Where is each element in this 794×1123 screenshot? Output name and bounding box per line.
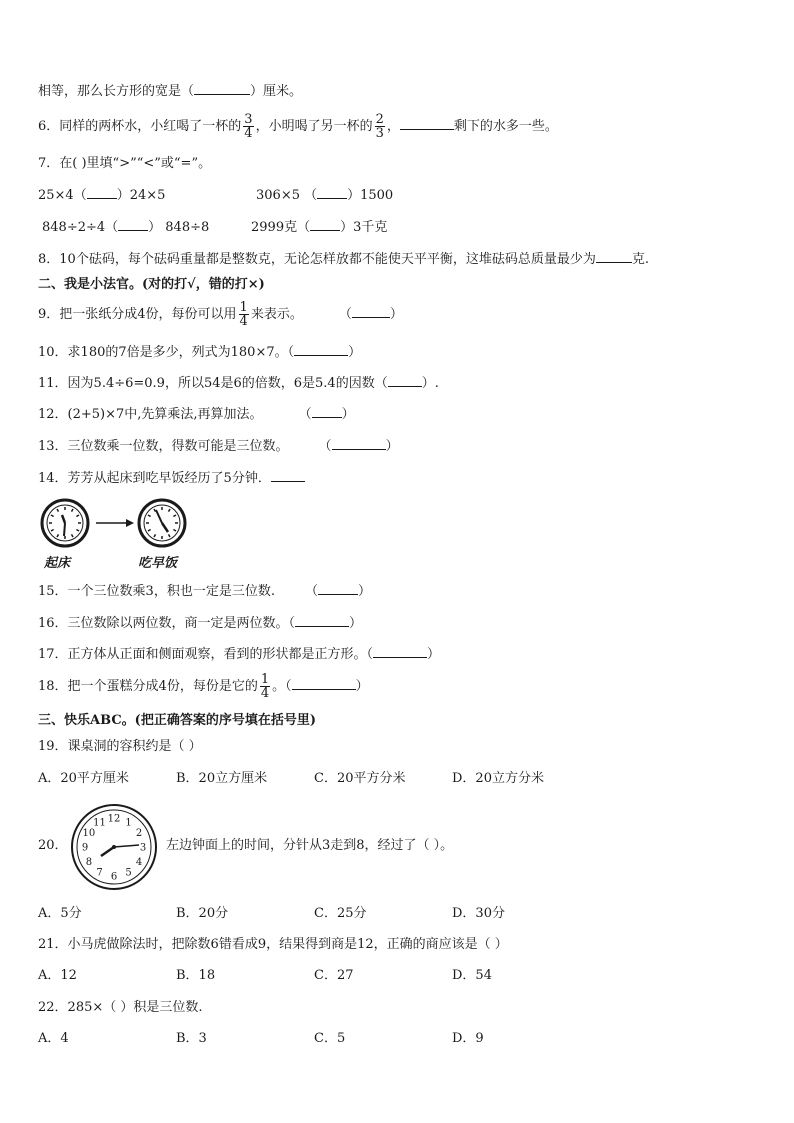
q20-option-b[interactable]: B．20分 — [176, 906, 229, 921]
breakfast-clock-icon — [139, 500, 185, 546]
answer-blank[interactable] — [596, 250, 632, 263]
clock-number: 2 — [135, 828, 143, 839]
compare-r1c2: 306×5 （ ）1500 — [256, 188, 394, 203]
clock-number: 12 — [107, 813, 121, 825]
clock-number: 5 — [125, 867, 132, 879]
q21-option-d[interactable]: D．54 — [452, 968, 492, 983]
section-2-title: 二、我是小法官。(对的打√，错的打×) — [38, 277, 265, 292]
q20-option-c[interactable]: C．25分 — [314, 906, 367, 921]
q19-option-d[interactable]: D．20立方分米 — [452, 771, 544, 786]
answer-blank[interactable] — [373, 645, 427, 658]
answer-blank[interactable] — [295, 614, 349, 627]
answer-blank[interactable] — [352, 305, 390, 318]
q20-option-a[interactable]: A．5分 — [38, 906, 82, 921]
question-21: 21．小马虎做除法时，把除数6错看成9，结果得到商是12，正确的商应该是（ ） — [38, 937, 508, 952]
question-12: 12．(2+5)×7中,先算乘法,再算加法。 （ ） — [38, 407, 355, 422]
answer-blank[interactable] — [271, 469, 305, 482]
question-15: 15．一个三位数乘3，积也一定是三位数. （ ） — [38, 584, 371, 599]
question-6: 6．同样的两杯水，小红喝了一杯的 $\frac{3}{4}$ ，小明喝了另一杯的 $\frac{2}{3}$ ， 剩下的水多一些。 — [38, 112, 558, 141]
question-7: 7．在( )里填“>”“<”或“=”。 — [38, 156, 212, 171]
clock-number: 10 — [82, 828, 96, 839]
question-9: 9．把一张纸分成4份，每份可以用 $\frac{1}{4}$ 来表示。 （ ） — [38, 300, 403, 329]
question-10: 10．求180的7倍是多少，列式为180×7。（ ） — [38, 345, 362, 360]
answer-blank[interactable] — [294, 343, 348, 356]
question-17: 17．正方体从正面和侧面观察，看到的形状都是正方形。（ ） — [38, 647, 441, 662]
clock-number: 7 — [96, 867, 103, 879]
question-19: 19．课桌洞的容积约是（ ） — [38, 739, 202, 754]
q21-option-b[interactable]: B．18 — [176, 968, 216, 983]
clock-number: 6 — [110, 871, 118, 883]
q21-option-a[interactable]: A．12 — [38, 968, 77, 983]
q22-option-b[interactable]: B．3 — [176, 1031, 207, 1046]
fraction-1-4: $\frac{1}{4}$ — [260, 672, 270, 701]
answer-blank[interactable] — [312, 405, 342, 418]
question-16: 16．三位数除以两位数，商一定是两位数。（ ） — [38, 616, 363, 631]
answer-blank[interactable] — [87, 186, 117, 199]
q21-option-c[interactable]: C．27 — [314, 968, 354, 983]
answer-blank[interactable] — [310, 218, 340, 231]
q22-option-c[interactable]: C．5 — [314, 1031, 346, 1046]
question-8: 8．10个砝码，每个砝码重量都是整数克，无论怎样放都不能使天平平衡，这堆砝码总质量最少为 克. — [38, 252, 649, 267]
answer-blank[interactable] — [388, 374, 422, 387]
clock-number: 3 — [139, 842, 147, 854]
clock-number: 9 — [81, 842, 89, 854]
answer-blank[interactable] — [118, 218, 148, 231]
compare-r2c2: 2999克（ ）3千克 — [251, 220, 388, 235]
section-3-title: 三、快乐ABC。(把正确答案的序号填在括号里) — [38, 713, 316, 728]
answer-blank[interactable] — [400, 117, 454, 130]
caption-breakfast: 吃早饭 — [138, 556, 178, 571]
answer-blank[interactable] — [318, 582, 358, 595]
question-11: 11．因为5.4÷6=0.9，所以54是6的倍数，6是5.4的因数（ ）. — [38, 376, 439, 391]
fraction-2-3: $\frac{2}{3}$ — [375, 112, 384, 141]
question-22: 22．285×（ ）积是三位数. — [38, 1000, 203, 1015]
q20-number: 20． — [38, 838, 68, 853]
answer-blank[interactable] — [332, 437, 386, 450]
q20-clock-icon — [68, 803, 162, 893]
wakeup-clock-icon — [42, 500, 88, 546]
q19-option-a[interactable]: A．20平方厘米 — [38, 771, 129, 786]
q5-tail: 相等，那么长方形的宽是（ ）厘米。 — [38, 84, 303, 99]
question-20-text: 左边钟面上的时间，分针从3走到8，经过了（ ）。 — [166, 838, 454, 853]
q19-option-b[interactable]: B．20立方厘米 — [176, 771, 268, 786]
clock-number: 4 — [135, 857, 143, 868]
clock-number: 11 — [93, 817, 106, 829]
fraction-3-4: $\frac{3}{4}$ — [244, 112, 253, 141]
clock-number: 8 — [85, 857, 93, 868]
question-14: 14．芳芳从起床到吃早饭经历了5分钟． — [38, 469, 305, 488]
q22-option-a[interactable]: A．4 — [38, 1031, 69, 1046]
clock-number: 1 — [125, 817, 132, 829]
q22-option-d[interactable]: D．9 — [452, 1031, 484, 1046]
arrow-icon — [96, 519, 134, 527]
compare-r1c1: 25×4（ ）24×5 — [38, 188, 166, 203]
question-13: 13．三位数乘一位数，得数可能是三位数。 （ ） — [38, 439, 399, 454]
answer-blank[interactable] — [292, 677, 356, 690]
question-18: 18．把一个蛋糕分成4份，每份是它的 $\frac{1}{4}$ 。（ ） — [38, 672, 369, 701]
q20-option-d[interactable]: D．30分 — [452, 906, 505, 921]
caption-wakeup: 起床 — [44, 556, 71, 571]
answer-blank[interactable] — [317, 186, 347, 199]
answer-blank[interactable] — [194, 82, 250, 95]
fraction-1-4: $\frac{1}{4}$ — [239, 300, 248, 329]
compare-r2c1: 848÷2÷4（ ） 848÷8 — [42, 220, 210, 235]
q19-option-c[interactable]: C．20平方分米 — [314, 771, 406, 786]
